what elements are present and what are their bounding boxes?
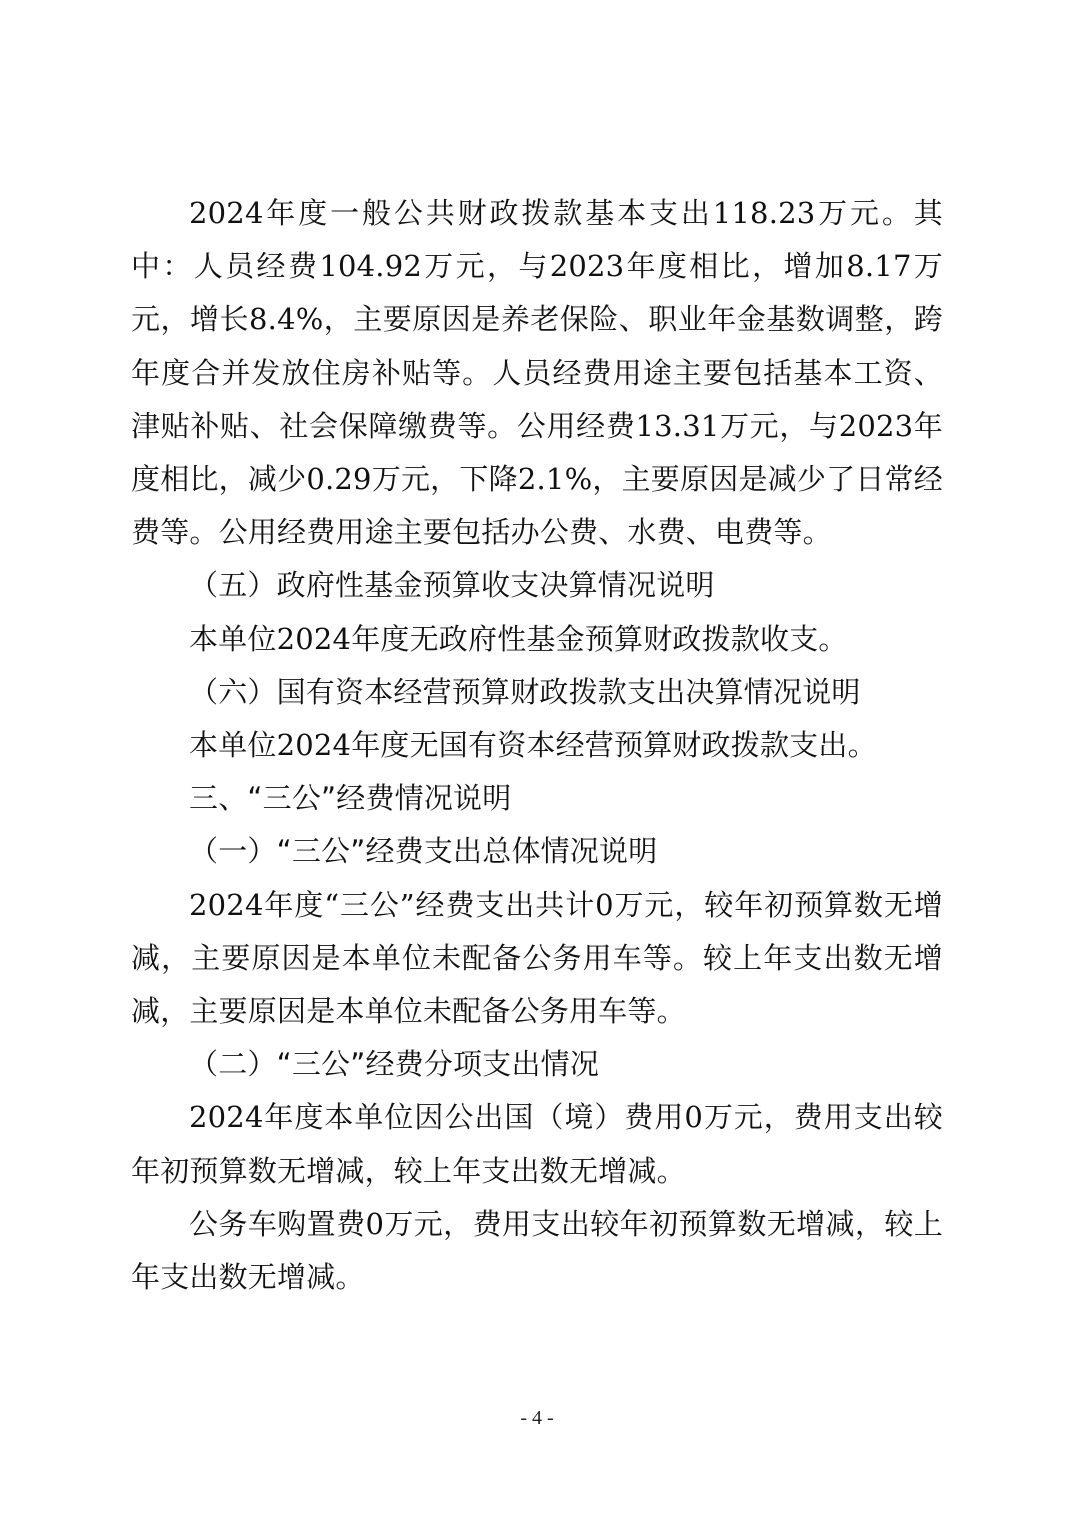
paragraph-vehicle-purchase: 公务车购置费0万元，费用支出较年初预算数无增减，较上年支出数无增减。	[131, 1206, 943, 1295]
paragraph-state-capital-none: 本单位2024年度无国有资本经营预算财政拨款支出。	[189, 728, 877, 763]
heading-state-capital-budget: （六）国有资本经营预算财政拨款支出决算情况说明	[189, 674, 861, 709]
document-body	[131, 187, 943, 1304]
heading-three-public-expenses: 三、“三公”经费情况说明	[189, 781, 512, 816]
paragraph-overseas-travel: 2024年度本单位因公出国（境）费用0万元，费用支出较年初预算数无增减，较上年支出数无增减。	[131, 1100, 943, 1188]
paragraph-government-fund-none: 本单位2024年度无政府性基金预算财政拨款收支。	[189, 621, 848, 656]
heading-three-public-itemized: （二）“三公”经费分项支出情况	[189, 1047, 600, 1082]
paragraph-three-public-overall: 2024年度“三公”经费支出共计0万元，较年初预算数无增减，主要原因是本单位未配备公务用车等。较上年支出数无增减，主要原因是本单位未配备公务用车等。	[131, 887, 943, 1029]
heading-government-fund-budget: （五）政府性基金预算收支决算情况说明	[189, 568, 715, 603]
paragraph-basic-expenditure: 2024年度一般公共财政拨款基本支出118.23万元。其中：人员经费104.92万元，与2023年度相比，增加8.17万元，增长8.4%，主要原因是养老保险、职业年金基数调整，跨年度合并发放住房补贴等。人员经费用途主要包括基本工资、津贴补贴、社会保障缴费等。公用经费13.31万元，与2023年度相比，减少0.29万元，下降2.1%，主要原因是减少了日常经费等。公用经费用途主要包括办公费、水费、电费等。	[131, 196, 943, 550]
page-number: - 4 -	[520, 1407, 554, 1429]
heading-three-public-overall: （一）“三公”经费支出总体情况说明	[189, 834, 658, 869]
